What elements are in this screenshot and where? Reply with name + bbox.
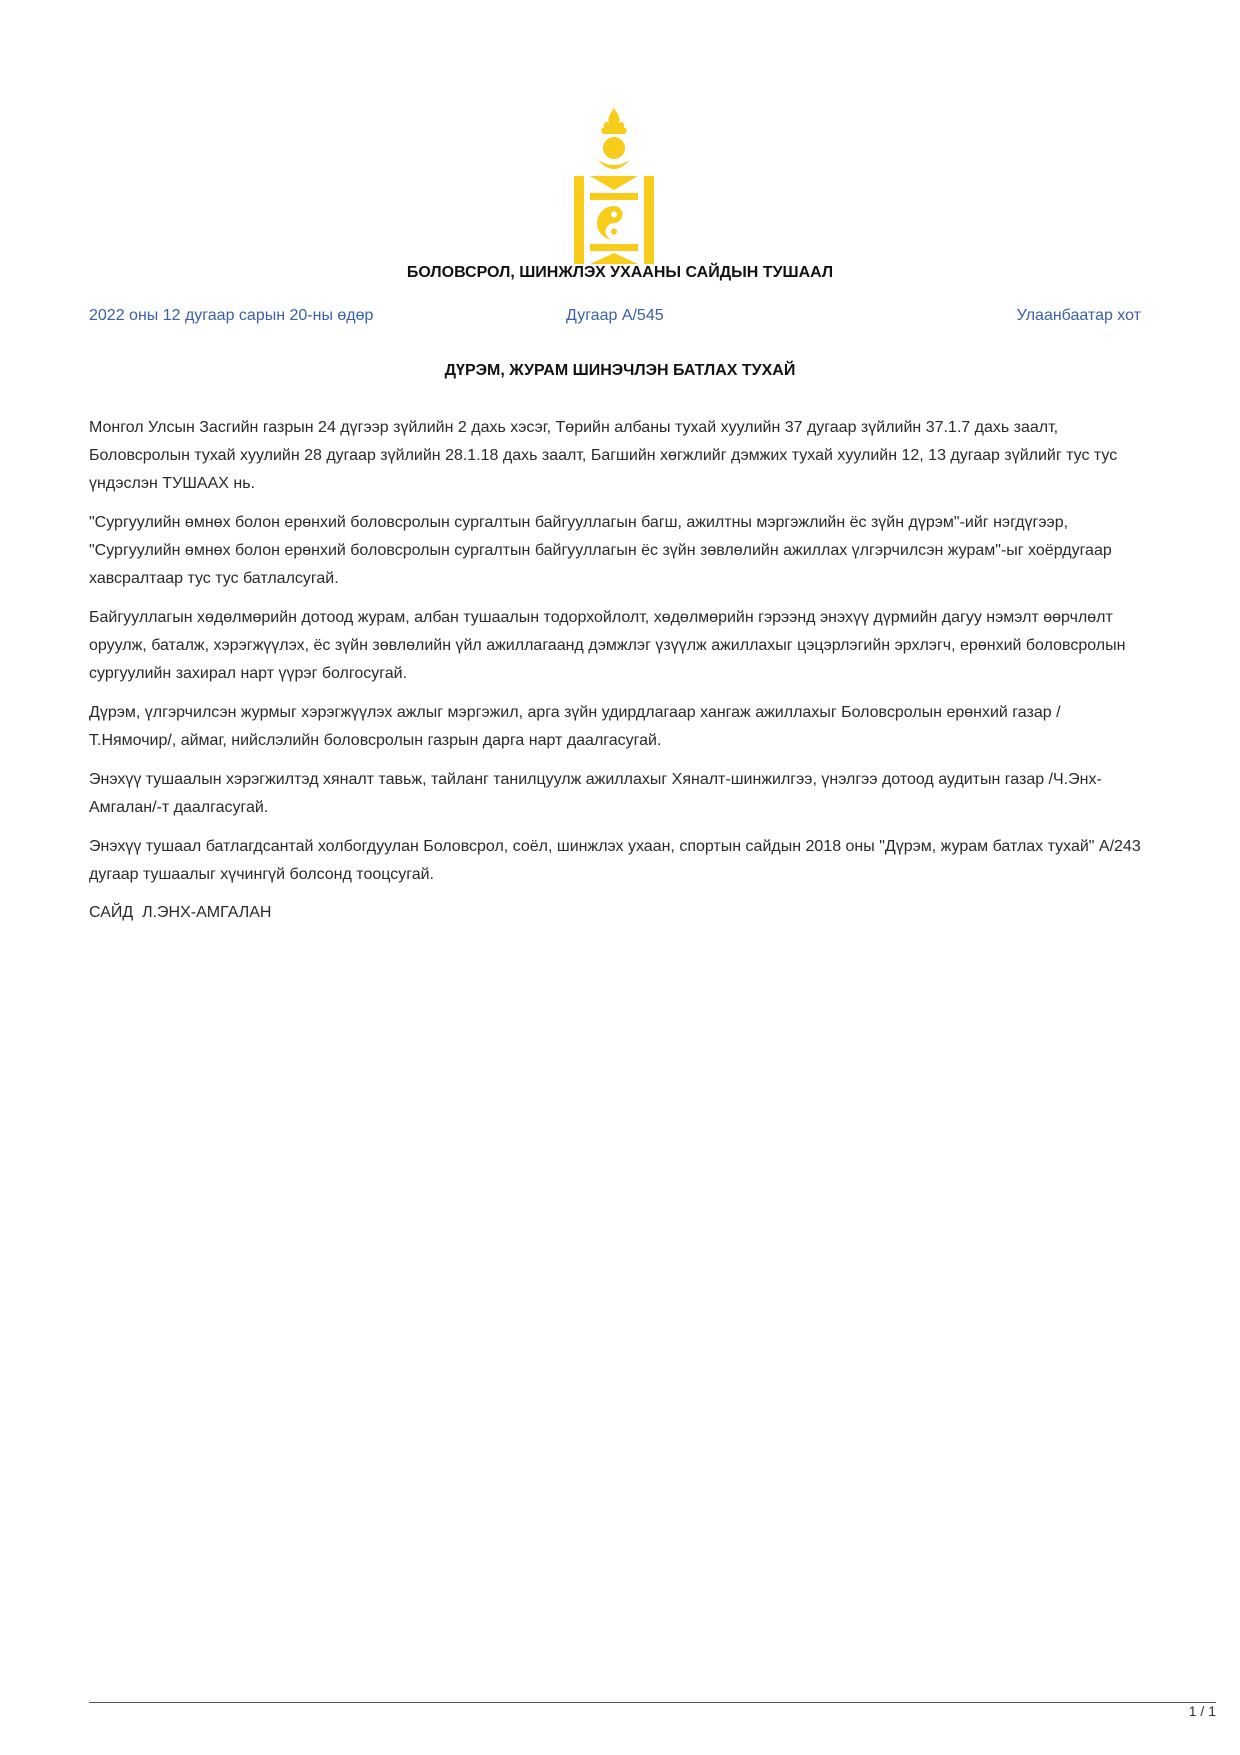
footer-divider <box>89 1702 1216 1703</box>
paragraph: Энэхүү тушаал батлагдсантай холбогдуулан Боловсрол, соёл, шинжлэх ухаан, спортын сайдын 2018 оны "Дүрэм, журам батлах тухай" А/243 дугаар тушаалыг хүчингүй болсонд тооцсугай. <box>89 838 1141 883</box>
document-place[interactable]: Улаанбаатар хот <box>1016 307 1141 324</box>
paragraph: Энэхүү тушаалын хэрэгжилтэд хяналт тавьж, тайланг танилцуулж ажиллахыг Хяналт-шинжилгээ, үнэлгээ дотоод аудитын газар /Ч.Энх-Амгалан/-т даалгасугай. <box>89 771 1102 816</box>
soyombo-emblem-icon <box>574 108 654 264</box>
page-number: 1 / 1 <box>1188 1703 1216 1719</box>
paragraph: "Сургуулийн өмнөх болон ерөнхий боловсролын сургалтын байгууллагын багш, ажилтны мэргэжлийн ёс зүйн дүрэм"-ийг нэгдүгээр, "Сургуулийн өмнөх болон ерөнхий боловсролын сургалтын байгууллагын ёс зүйн зөвлөлийн ажиллах үлгэрчилсэн журам"-ыг хоёрдугаар хавсралтаар тус тус батлалсугай. <box>89 514 1112 587</box>
document-number[interactable]: Дугаар А/545 <box>566 307 664 324</box>
paragraph: Байгууллагын хөдөлмөрийн дотоод журам, албан тушаалын тодорхойлолт, хөдөлмөрийн гэрээнд энэхүү дүрмийн дагуу нэмэлт өөрчлөлт оруулж, баталж, хэрэгжүүлэх, ёс зүйн зөвлөлийн үйл ажиллагаанд дэмжлэг үзүүлж ажиллахыг цэцэрлэгийн эрхлэгч, ерөнхий боловсролын сургуулийн захирал нарт үүрэг болгосугай. <box>89 609 1126 682</box>
paragraph: Дүрэм, үлгэрчилсэн журмыг хэрэгжүүлэх ажлыг мэргэжил, арга зүйн удирдлагаар хангаж ажиллахыг Боловсролын ерөнхий газар /Т.Нямочир/, аймаг, нийслэлийн боловсролын газрын дарга нарт даалгасугай. <box>89 704 1061 749</box>
paragraph: Монгол Улсын Засгийн газрын 24 дүгээр зүйлийн 2 дахь хэсэг, Төрийн албаны тухай хуулийн 37 дугаар зүйлийн 37.1.7 дахь заалт, Боловсролын тухай хуулийн 28 дугаар зүйлийн 28.1.18 дахь заалт, Багшийн хөгжлийг дэмжих тухай хуулийн 12, 13 дугаар зүйлийг тус тус үндэслэн ТУШААХ нь. <box>89 419 1118 492</box>
signature: САЙД Л.ЭНХ-АМГАЛАН <box>89 904 272 921</box>
document-body <box>89 414 1143 900</box>
document-date[interactable]: 2022 оны 12 дугаар сарын 20-ны өдөр <box>89 307 374 324</box>
ministry-title: БОЛОВСРОЛ, ШИНЖЛЭХ УХААНЫ САЙДЫН ТУШААЛ <box>406 264 834 281</box>
document-meta <box>89 307 1141 329</box>
document-title: ДҮРЭМ, ЖУРАМ ШИНЭЧЛЭН БАТЛАХ ТУХАЙ <box>444 362 796 379</box>
